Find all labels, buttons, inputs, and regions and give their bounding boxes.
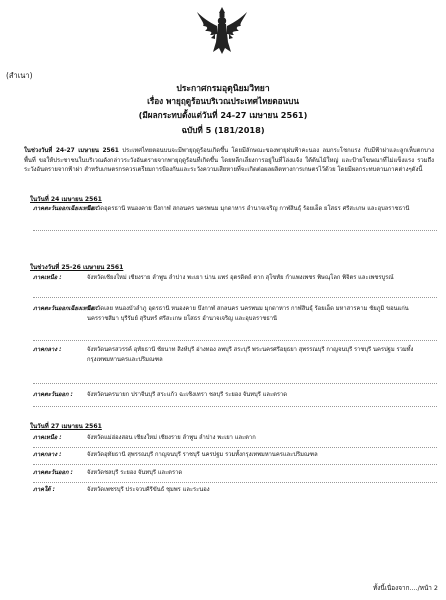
region-provinces: จังหวัดอุดรธานี หนองคาย บึงกาฬ สกลนคร นครพนม มุกดาหาร อำนาจเจริญ กาฬสินธุ์ ร้อยเอ็ด ยโสธร ศรีสะเกษ และอุบลราชธานี: [87, 206, 410, 212]
region-label: ภาคตะวันออกเฉียงเหนือ :: [33, 306, 99, 312]
region-label: ภาคเหนือ :: [33, 275, 62, 281]
continuation-note: ทั้งนี้เนื่องจาก..../หน้า 2: [373, 584, 438, 592]
region-label: ภาคตะวันออก :: [33, 470, 73, 476]
region-provinces: จังหวัดชลบุรี ระยอง จันทบุรี และตราด: [87, 470, 183, 476]
region-provinces: จังหวัดแม่ฮ่องสอน เชียงใหม่ เชียงราย ลำพูน ลำปาง พะเยา และตาก: [87, 435, 256, 441]
issue-number: ฉบับที่ 5 (181/2018): [181, 125, 265, 135]
row-divider: [33, 297, 437, 298]
period-date: ในวันที่ 27 เมษายน 2561: [30, 423, 102, 430]
intro-lead: ในช่วงวันที่ 24-27 เมษายน 2561: [24, 148, 119, 154]
region-label: ภาคตะวันออก :: [33, 392, 73, 398]
intro-paragraph: [24, 147, 434, 176]
subject-line: เรื่อง พายุฤดูร้อนบริเวณประเทศไทยตอนบน: [147, 96, 299, 106]
region-label: ภาคกลาง :: [33, 347, 62, 353]
period-date: ในช่วงวันที่ 25-26 เมษายน 2561: [30, 264, 124, 271]
row-divider: [33, 340, 437, 341]
intro-body: ประเทศไทยตอนบนจะมีพายุฤดูร้อนเกิดขึ้น โดยมีลักษณะของพายุฝนฟ้าคะนอง ลมกระโชกแรง กับมีฟ้าผ่าและลูกเห็บตกบางพื้นที่ ขอให้ประชาชนในบริเวณดังกล่าวระวังอันตรายจากพายุฤดูร้อนที่เกิดขึ้น โดยหลีกเลี่ยงการอยู่ในที่โล่งแจ้ง ใต้ต้นไม้ใหญ่ และป้ายโฆษณาที่ไม่แข็งแรง รวมถึงระวังอันตรายจากฟ้าผ่า สำหรับเกษตรกรควรเตรียมการป้องกันและระวังความเสียหายที่จะเกิดต่อผลผลิตทางการเกษตรไว้ด้วย โดยมีผลกระทบตามภาคต่างๆดังนี้: [24, 148, 434, 174]
row-divider: [33, 383, 437, 384]
period-date: ในวันที่ 24 เมษายน 2561: [30, 196, 102, 203]
region-label: ภาคใต้ :: [33, 487, 55, 493]
copy-mark: (สำเนา): [6, 71, 33, 80]
row-divider: [33, 447, 437, 448]
region-label: ภาคกลาง :: [33, 452, 62, 458]
region-label: ภาคตะวันออกเฉียงเหนือ :: [33, 206, 99, 212]
row-divider: [33, 230, 437, 231]
effect-period: (มีผลกระทบตั้งแต่วันที่ 24-27 เมษายน 2561): [138, 110, 308, 120]
region-provinces: จังหวัดนครนายก ปราจีนบุรี สระแก้ว ฉะเชิงเทรา ชลบุรี ระยอง จันทบุรี และตราด: [87, 392, 287, 398]
region-label: ภาคเหนือ :: [33, 435, 62, 441]
region-provinces: จังหวัดเพชรบุรี ประจวบคีรีขันธ์ ชุมพร และระนอง: [87, 487, 210, 493]
garuda-emblem: [193, 4, 251, 58]
row-divider: [33, 482, 437, 483]
department-title: ประกาศกรมอุตุนิยมวิทยา: [176, 84, 270, 94]
row-divider: [33, 464, 437, 465]
region-provinces: จังหวัดเชียงใหม่ เชียงราย ลำพูน ลำปาง พะเยา น่าน แพร่ อุตรดิตถ์ ตาก สุโขทัย กำแพงเพชร พิษณุโลก พิจิตร และเพชรบูรณ์: [87, 275, 394, 281]
region-provinces: จังหวัดนครสวรรค์ อุทัยธานี ชัยนาท สิงห์บุรี อ่างทอง ลพบุรี สระบุรี พระนครศรีอยุธยา สุพรรณบุรี กาญจนบุรี ราชบุรี นครปฐม รวมทั้งกรุงเทพมหานครและปริมณฑล: [87, 347, 414, 363]
region-provinces: จังหวัดเลย หนองบัวลำภู อุดรธานี หนองคาย บึงกาฬ สกลนคร นครพนม มุกดาหาร กาฬสินธุ์ ร้อยเอ็ด มหาสารคาม ชัยภูมิ ขอนแก่น นครราชสีมา บุรีรัมย์ สุรินทร์ ศรีสะเกษ ยโสธร อำนาจเจริญ และอุบลราชธานี: [87, 306, 409, 322]
row-divider: [33, 406, 437, 407]
region-provinces: จังหวัดอุทัยธานี สุพรรณบุรี กาญจนบุรี ราชบุรี นครปฐม รวมทั้งกรุงเทพมหานครและปริมณฑล: [87, 452, 318, 458]
